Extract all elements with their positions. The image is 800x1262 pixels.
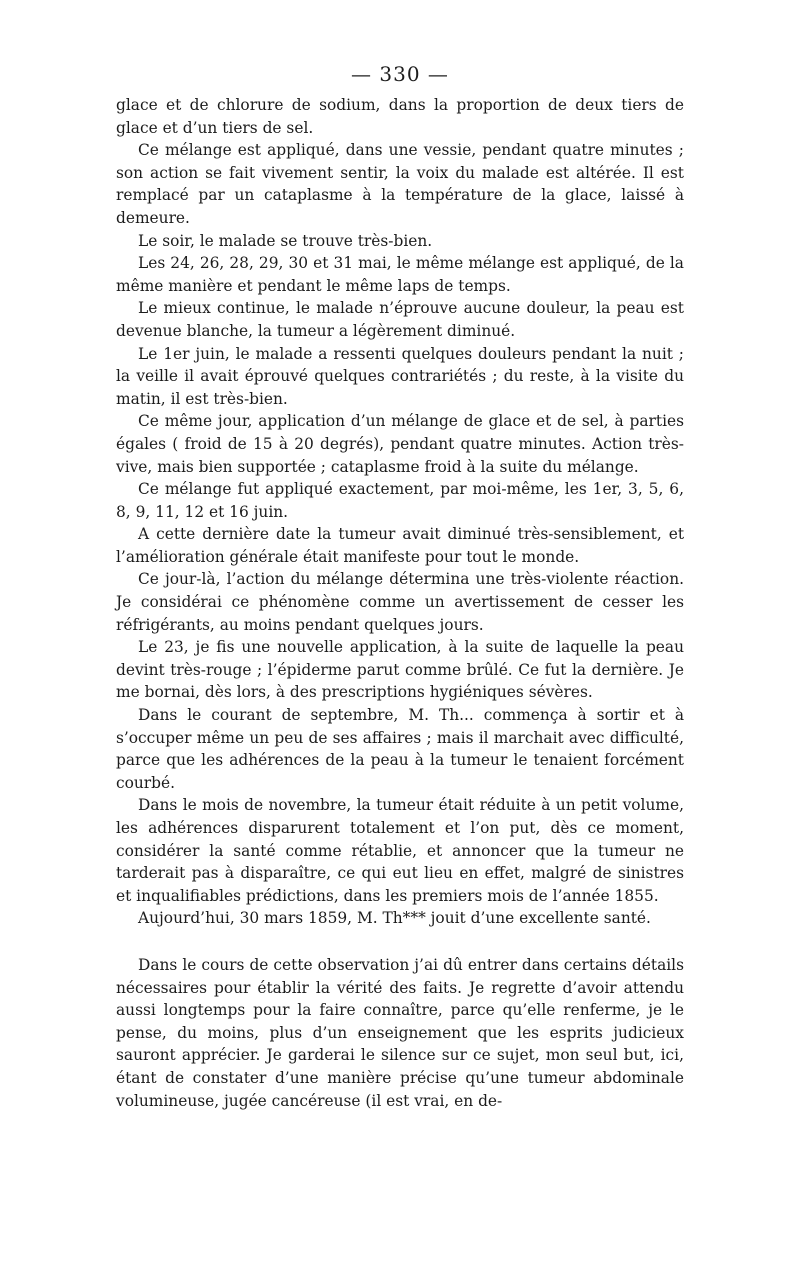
- paragraph: Dans le courant de septembre, M. Th... commença à sortir et à s’occuper même un peu de ses affaires ; mais il marchait avec difficulté, parce que les adhérences de la peau à la tumeur le tenaient forcément courbé.: [116, 706, 684, 792]
- paragraph: Dans le mois de novembre, la tumeur était réduite à un petit volume, les adhérences disparurent totalement et l’on put, dès ce moment, considérer la santé comme rétablie, et annoncer que la tumeur ne tarderait pas à disparaître, ce qui eut lieu en effet, malgré de sinistres et inqualifiables prédictions, dans les premiers mois de l’année 1855.: [116, 796, 684, 905]
- page-number: — 330 —: [351, 62, 449, 86]
- observation-paragraph: Dans le cours de cette observation j’ai dû entrer dans certains détails nécessaires pour établir la vérité des faits. Je regrette d’avoir attendu aussi longtemps pour la faire connaître, parce qu’elle renferme, je le pense, du moins, plus d’un enseignement que les esprits judicieux sauront apprécier. Je garderai le silence sur ce sujet, mon seul but, ici, étant de constater d’une manière précise qu’une tumeur abdominale volumineuse, jugée cancéreuse (il est vrai, en de-: [116, 955, 684, 1110]
- paragraph: Le mieux continue, le malade n’éprouve aucune douleur, la peau est devenue blanche, la tumeur a légèrement diminué.: [116, 299, 684, 340]
- book-page: [116, 62, 684, 1112]
- paragraph: A cette dernière date la tumeur avait diminué très-sensiblement, et l’amélioration générale était manifeste pour tout le monde.: [116, 525, 684, 566]
- paragraph: Aujourd’hui, 30 mars 1859, M. Th*** jouit d’une excellente santé.: [138, 909, 651, 928]
- paragraph: Ce même jour, application d’un mélange de glace et de sel, à parties égales ( froid de 15 à 20 degrés), pendant quatre minutes. Action très-vive, mais bien supportée ; cataplasme froid à la suite du mélange.: [116, 412, 684, 476]
- paragraph: Ce mélange est appliqué, dans une vessie, pendant quatre minutes ; son action se fait vivement sentir, la voix du malade est altérée. Il est remplacé par un cataplasme à la température de la glace, laissé à demeure.: [116, 141, 684, 227]
- paragraph: Le 1er juin, le malade a ressenti quelques douleurs pendant la nuit ; la veille il avait éprouvé quelques contrariétés ; du reste, à la visite du matin, il est très-bien.: [116, 344, 684, 408]
- paragraph: Ce mélange fut appliqué exactement, par moi-même, les 1er, 3, 5, 6, 8, 9, 11, 12 et 16 juin.: [116, 480, 684, 521]
- paragraph: Ce jour-là, l’action du mélange détermina une très-violente réaction. Je considérai ce phénomène comme un avertissement de cesser les réfrigérants, au moins pendant quelques jours.: [116, 570, 684, 634]
- paragraph-continuation: glace et de chlorure de sodium, dans la proportion de deux tiers de glace et d’un tiers de sel.: [116, 96, 684, 137]
- paragraph: Les 24, 26, 28, 29, 30 et 31 mai, le même mélange est appliqué, de la même manière et pendant le même laps de temps.: [116, 254, 684, 295]
- paragraph: Le soir, le malade se trouve très-bien.: [138, 231, 433, 250]
- paragraph: Le 23, je fis une nouvelle application, à la suite de laquelle la peau devint très-rouge ; l’épiderme parut comme brûlé. Ce fut la dernière. Je me bornai, dès lors, à des prescriptions hygiéniques sévères.: [116, 638, 684, 702]
